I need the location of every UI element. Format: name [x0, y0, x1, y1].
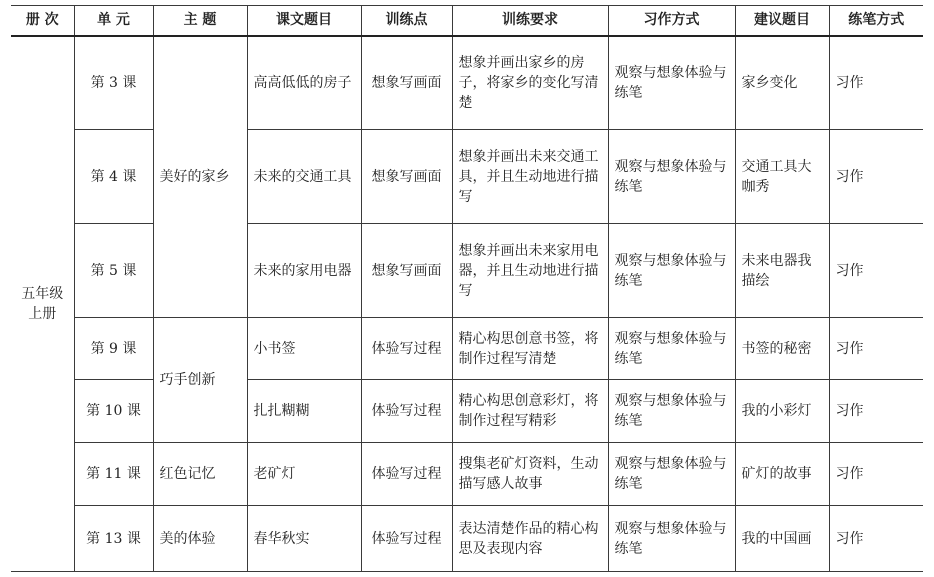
writing-method-cell: 观察与想象体验与练笔: [608, 224, 735, 318]
header-training-requirement: 训练要求: [452, 6, 608, 36]
practice-method-cell: 习作: [829, 506, 923, 572]
training-requirement-cell: 搜集老矿灯资料，生动描写感人故事: [452, 443, 608, 506]
table-row: [11, 506, 923, 572]
practice-method-cell: 习作: [829, 318, 923, 380]
training-requirement-cell: 表达清楚作品的精心构思及表现内容: [452, 506, 608, 572]
suggested-topic-cell: 我的小彩灯: [735, 380, 829, 443]
lesson-title-cell: 未来的交通工具: [247, 130, 361, 224]
training-requirement-cell: 精心构思创意彩灯，将制作过程写精彩: [452, 380, 608, 443]
writing-method-cell: 观察与想象体验与练笔: [608, 130, 735, 224]
practice-method-cell: 习作: [829, 130, 923, 224]
theme-cell: 巧手创新: [153, 318, 247, 443]
practice-method-cell: 习作: [829, 443, 923, 506]
unit-cell: 第 11 课: [74, 443, 153, 506]
writing-method-cell: 观察与想象体验与练笔: [608, 318, 735, 380]
header-row: [11, 6, 923, 36]
header-practice-method: 练笔方式: [829, 6, 923, 36]
practice-method-cell: 习作: [829, 380, 923, 443]
unit-cell: 第 3 课: [74, 36, 153, 130]
training-requirement-cell: 想象并画出未来交通工具，并且生动地进行描写: [452, 130, 608, 224]
training-point-cell: 体验写过程: [361, 443, 452, 506]
suggested-topic-cell: 未来电器我描绘: [735, 224, 829, 318]
writing-method-cell: 观察与想象体验与练笔: [608, 380, 735, 443]
lesson-title-cell: 扎扎糊糊: [247, 380, 361, 443]
training-point-cell: 想象写画面: [361, 36, 452, 130]
lesson-title-cell: 小书签: [247, 318, 361, 380]
training-point-cell: 想象写画面: [361, 130, 452, 224]
training-point-cell: 想象写画面: [361, 224, 452, 318]
training-point-cell: 体验写过程: [361, 506, 452, 572]
lesson-title-cell: 高高低低的房子: [247, 36, 361, 130]
table-row: [11, 130, 923, 224]
theme-cell: 美的体验: [153, 506, 247, 572]
header-unit: 单 元: [74, 6, 153, 36]
lesson-title-cell: 老矿灯: [247, 443, 361, 506]
writing-method-cell: 观察与想象体验与练笔: [608, 506, 735, 572]
header-lesson-title: 课文题目: [247, 6, 361, 36]
suggested-topic-cell: 矿灯的故事: [735, 443, 829, 506]
table-row: [11, 224, 923, 318]
training-point-cell: 体验写过程: [361, 380, 452, 443]
practice-method-cell: 习作: [829, 36, 923, 130]
suggested-topic-cell: 书签的秘密: [735, 318, 829, 380]
writing-method-cell: 观察与想象体验与练笔: [608, 36, 735, 130]
lesson-title-cell: 未来的家用电器: [247, 224, 361, 318]
header-suggested-topic: 建议题目: [735, 6, 829, 36]
header-theme: 主 题: [153, 6, 247, 36]
table-row: [11, 380, 923, 443]
lesson-title-cell: 春华秋实: [247, 506, 361, 572]
unit-cell: 第 5 课: [74, 224, 153, 318]
header-training-point: 训练点: [361, 6, 452, 36]
header-grade: 册 次: [11, 6, 74, 36]
unit-cell: 第 13 课: [74, 506, 153, 572]
theme-cell: 红色记忆: [153, 443, 247, 506]
suggested-topic-cell: 家乡变化: [735, 36, 829, 130]
training-point-cell: 体验写过程: [361, 318, 452, 380]
suggested-topic-cell: 交通工具大咖秀: [735, 130, 829, 224]
unit-cell: 第 9 课: [74, 318, 153, 380]
training-requirement-cell: 精心构思创意书签，将制作过程写清楚: [452, 318, 608, 380]
table-row: [11, 36, 923, 130]
table-row: [11, 443, 923, 506]
unit-cell: 第 4 课: [74, 130, 153, 224]
theme-cell: 美好的家乡: [153, 36, 247, 318]
grade-cell: 五年级上册: [11, 36, 74, 572]
header-writing-method: 习作方式: [608, 6, 735, 36]
suggested-topic-cell: 我的中国画: [735, 506, 829, 572]
training-requirement-cell: 想象并画出未来家用电器，并且生动地进行描写: [452, 224, 608, 318]
writing-method-cell: 观察与想象体验与练笔: [608, 443, 735, 506]
curriculum-table: [11, 5, 923, 572]
table-row: [11, 318, 923, 380]
unit-cell: 第 10 课: [74, 380, 153, 443]
training-requirement-cell: 想象并画出家乡的房子，将家乡的变化写清楚: [452, 36, 608, 130]
practice-method-cell: 习作: [829, 224, 923, 318]
